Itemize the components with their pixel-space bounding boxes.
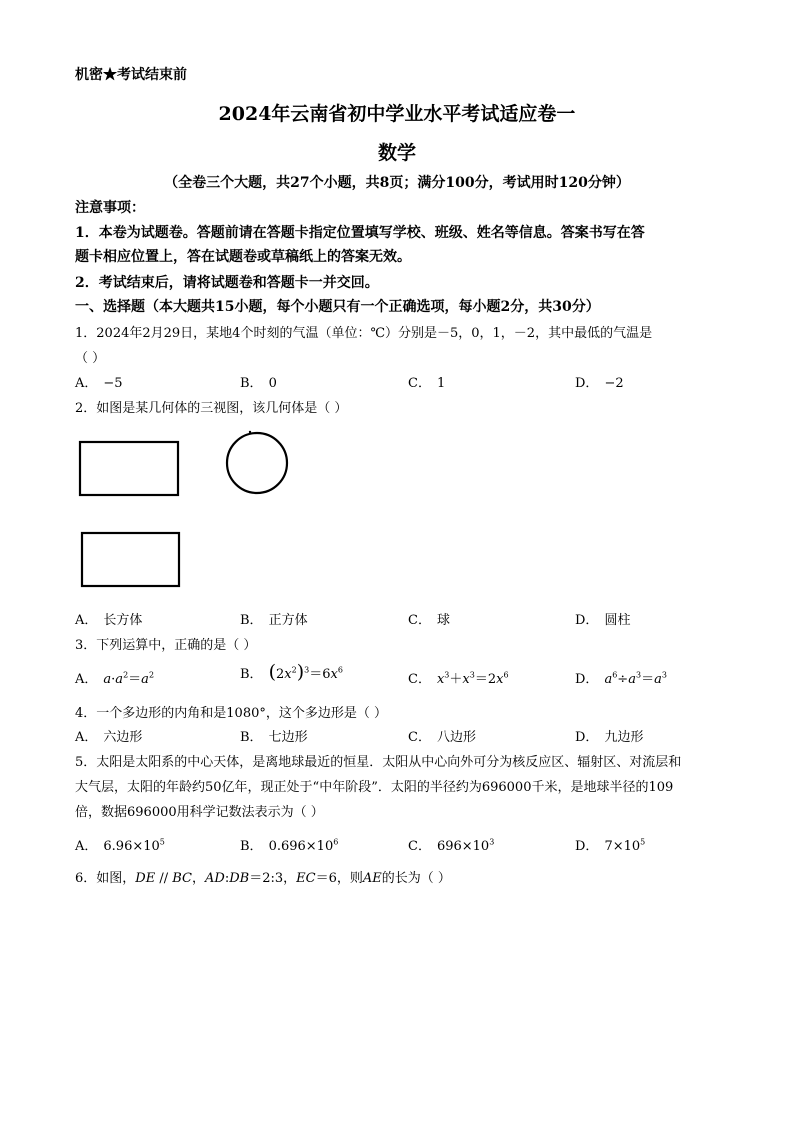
q5-option-c-value: $696\times 10^3$ [436, 837, 495, 854]
notes-item-1-line-2: 题卡相应位置上，答在试题卷或草稿纸上的答案无效。 [75, 249, 411, 265]
top-view-rectangle [82, 533, 179, 586]
q5-stem-line-2: 大气层，太阳的年龄约50亿年，现正处于“中年阶段”．太阳的半径约为696000千米，是地球半径的109 [75, 780, 674, 795]
confidential-label: 机密★考试结束前 [75, 67, 187, 83]
q1-option-a: A． −5 [75, 376, 123, 391]
q1-stem-line-1: 1．2024年2月29日，某地4个时刻的气温（单位：℃）分别是－5，0，1，－2，其中最低的气温是 [75, 326, 653, 341]
q1-option-d: D． −2 [575, 376, 624, 391]
q5-stem-line-3: 倍，数据696000用科学记数法表示为（ ） [75, 805, 324, 820]
q6-target-ae: AE [362, 871, 382, 886]
q6-stem: 6．如图，DE // BC，AD:DB＝2:3，EC＝6，则AE的长为（ ） [75, 871, 451, 886]
q4-option-b: B． 七边形 [240, 730, 308, 745]
q4-option-a: A． 六边形 [75, 730, 143, 745]
q1-stem-line-2: （ ） [75, 351, 106, 366]
q4-option-d: D． 九边形 [575, 730, 644, 745]
q2-option-d: D． 圆柱 [575, 613, 631, 628]
q5-option-a: A． $6.96\times 10^5$ [75, 837, 165, 854]
notes-item-2: 2．考试结束后，请将试题卷和答题卡一并交回。 [75, 275, 379, 291]
q3-option-a-formula: $a\cdot a^2=a^2$ [103, 670, 155, 687]
q1-option-b: B． 0 [240, 376, 277, 391]
q3-option-c-formula: $x^3+x^3=2x^6$ [436, 670, 509, 687]
q2-stem: 2．如图是某几何体的三视图，该几何体是（ ） [75, 401, 348, 416]
section-1-heading: 一、选择题（本大题共15小题，每个小题只有一个正确选项，每小题2分，共30分） [75, 299, 600, 315]
q3-option-d: D． $a^6\div a^3=a^3$ [575, 670, 667, 687]
exam-info: （全卷三个大题，共27个小题，共8页；满分100分，考试用时120分钟） [164, 175, 630, 191]
q4-stem: 4．一个多边形的内角和是1080°，这个多边形是（ ） [75, 706, 387, 721]
q5-option-c: C． $696\times 10^3$ [408, 837, 495, 854]
q6-condition-parallel: DE // BC [135, 871, 192, 886]
q2-option-b: B． 正方体 [240, 613, 308, 628]
notes-heading: 注意事项： [75, 200, 145, 216]
q5-option-d-value: $7\times 10^5$ [604, 837, 646, 854]
q3-option-b-formula: $(2x^2)^3=6x^6$ [268, 661, 343, 683]
notes-item-1-line-1: 1．本卷为试题卷。答题前请在答题卡指定位置填写学校、班级、姓名等信息。答案书写在答 [75, 225, 645, 241]
q2-option-c: C． 球 [408, 613, 450, 628]
q5-option-b-value: $0.696\times 10^6$ [268, 837, 339, 854]
q5-option-a-value: $6.96\times 10^5$ [103, 837, 165, 854]
q2-option-a: A． 长方体 [75, 613, 143, 628]
q3-stem: 3．下列运算中，正确的是（ ） [75, 638, 257, 653]
q3-option-c: C． $x^3+x^3=2x^6$ [408, 670, 509, 687]
exam-title: 2024年云南省初中学业水平考试适应卷一 [218, 103, 576, 125]
q5-option-b: B． $0.696\times 10^6$ [240, 837, 339, 854]
q3-option-b: B． $(2x^2)^3=6x^6$ [240, 661, 343, 683]
q6-condition-ec: EC＝6 [296, 871, 337, 886]
q3-option-d-formula: $a^6\div a^3=a^3$ [604, 670, 667, 687]
q1-option-c: C． 1 [408, 376, 446, 391]
front-view-rectangle [80, 442, 178, 495]
q4-option-c: C． 八边形 [408, 730, 476, 745]
three-view-figure [70, 425, 310, 595]
q5-option-d: D． $7\times 10^5$ [575, 837, 646, 854]
q3-option-a: A． $a\cdot a^2=a^2$ [75, 670, 155, 687]
subject-title: 数学 [377, 142, 416, 164]
q5-stem-line-1: 5．太阳是太阳系的中心天体，是离地球最近的恒星．太阳从中心向外可分为核反应区、辐射区、对流层和 [75, 755, 682, 770]
side-view-circle [227, 433, 287, 493]
q6-condition-ratio: AD:DB＝2:3 [205, 871, 284, 886]
side-view-mark-dot [249, 431, 251, 433]
